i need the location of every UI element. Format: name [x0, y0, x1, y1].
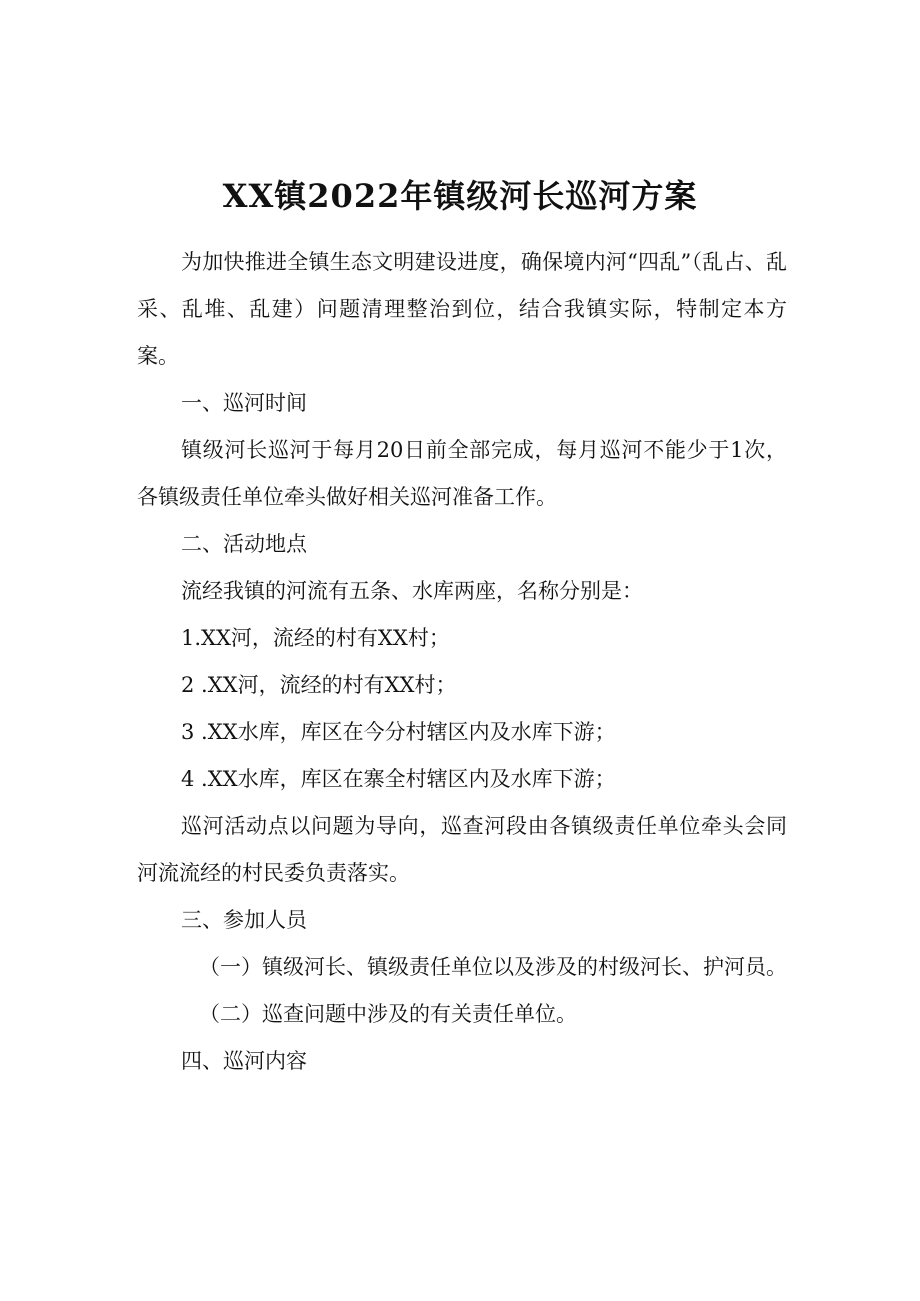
list-item-river-2: 2 .XX河，流经的村有XX村； — [181, 673, 457, 697]
heading-patrol-time: 一、巡河时间 — [181, 391, 307, 415]
heading-participants: 三、参加人员 — [181, 908, 307, 932]
heading-patrol-content: 四、巡河内容 — [181, 1049, 307, 1073]
list-item-reservoir-1: 3 .XX水库，库区在今分村辖区内及水库下游； — [181, 720, 616, 744]
paragraph-patrol-time: 镇级河长巡河于每月20日前全部完成，每月巡河不能少于1次，各镇级责任单位牵头做好相关巡河准备工作。 — [137, 438, 787, 509]
paragraph-participants-1: （一）镇级河长、镇级责任单位以及涉及的村级河长、护河员。 — [199, 955, 787, 979]
list-item-river-1: 1.XX河，流经的村有XX村； — [181, 626, 450, 650]
list-item-reservoir-2: 4 .XX水库，库区在寨全村辖区内及水库下游； — [181, 767, 616, 791]
paragraph-rivers-intro: 流经我镇的河流有五条、水库两座，名称分别是： — [181, 579, 643, 603]
paragraph-patrol-points: 巡河活动点以问题为导向，巡查河段由各镇级责任单位牵头会同河流流经的村民委负责落实。 — [137, 814, 787, 885]
heading-activity-location: 二、活动地点 — [181, 532, 307, 556]
paragraph-participants-2: （二）巡查问题中涉及的有关责任单位。 — [199, 1002, 577, 1026]
document-body — [137, 239, 787, 1085]
paragraph-intro: 为加快推进全镇生态文明建设进度，确保境内河“四乱”（乱占、乱采、乱堆、乱建）问题清理整治到位，结合我镇实际，特制定本方案。 — [137, 250, 787, 368]
document-title: XX镇2022年镇级河长巡河方案 — [222, 177, 698, 215]
